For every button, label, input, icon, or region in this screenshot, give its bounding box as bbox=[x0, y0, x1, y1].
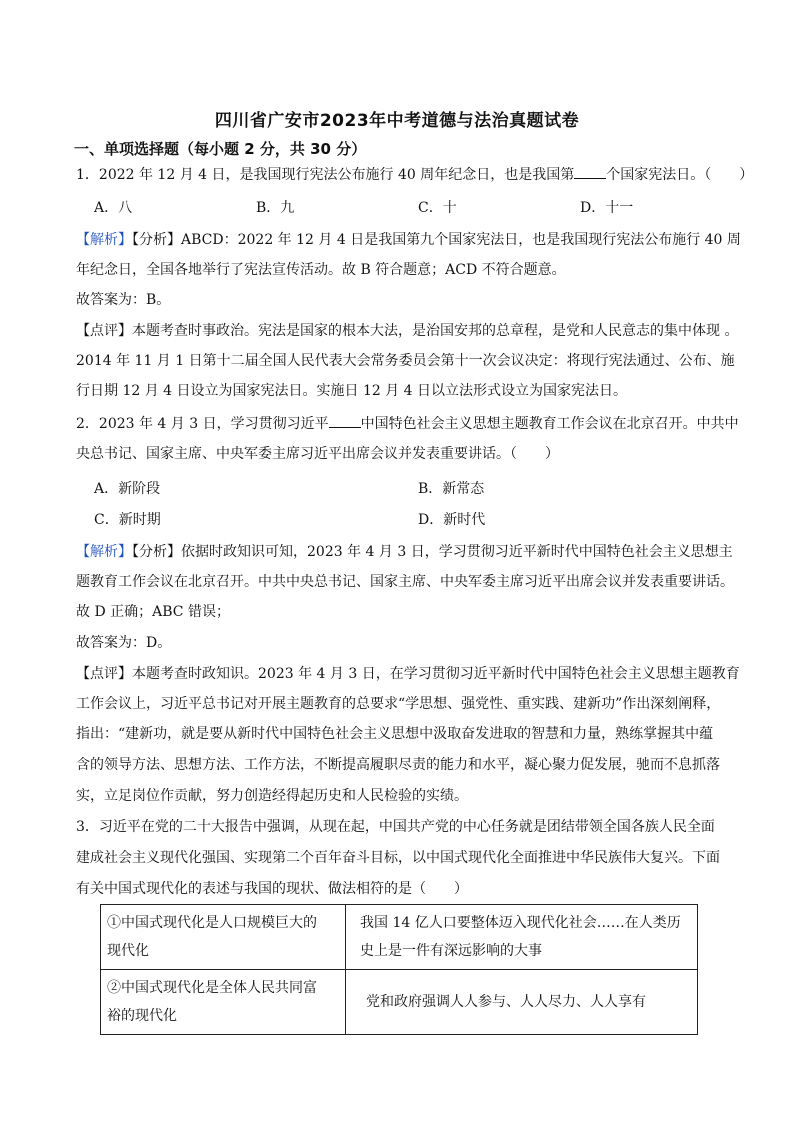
q1-answer: 故答案为：B。 bbox=[76, 292, 171, 308]
q2-analysis-line-1 bbox=[76, 542, 733, 562]
q2-comment-line-3: 指出：“建新功，就是要从新时代中国特色社会主义思想中汲取奋发进取的智慧和力量，熟练掌握其中蕴 bbox=[76, 726, 714, 742]
table-cell-text: 史上是一件有深远影响的大事 bbox=[360, 943, 542, 959]
q1-analysis-line-1 bbox=[76, 230, 741, 250]
q2-stem-text-b: 中国特色社会主义思想主题教育工作会议在北京召开。中共中 bbox=[360, 416, 739, 432]
table-cell-right bbox=[346, 905, 698, 970]
q1-comment-line-1: 【点评】本题考查时事政治。宪法是国家的根本大法，是治国安邦的总章程，是党和人民意志的集中体现 。 bbox=[76, 323, 739, 339]
q2-analysis-text-1: 【分析】依据时政知识可知，2023 年 4 月 3 日，学习贯彻习近平新时代中国特色社会主义思想主 bbox=[132, 544, 733, 560]
q2-stem-line-1 bbox=[76, 413, 739, 434]
q3-stem-line-1: 3．习近平在党的二十大报告中强调，从现在起，中国共产党的中心任务就是团结带领全国各族人民全面 bbox=[76, 819, 715, 835]
table-cell-text: 我国 14 亿人口要整体迈入现代化社会……在人类历 bbox=[360, 915, 681, 931]
table-row bbox=[101, 970, 698, 1035]
table-cell-text: ②中国式现代化是全体人民共同富 bbox=[107, 980, 317, 996]
q1-option-b[interactable]: B．九 bbox=[256, 200, 295, 216]
q2-option-a[interactable]: A．新阶段 bbox=[94, 481, 161, 497]
q1-option-c[interactable]: C．十 bbox=[418, 200, 457, 216]
table-cell-left bbox=[101, 905, 346, 970]
q2-option-d[interactable]: D．新时代 bbox=[418, 512, 486, 528]
q1-analysis-text-1: 【分析】ABCD：2022 年 12 月 4 日是我国第九个国家宪法日，也是我国现行宪法公布施行 40 周 bbox=[132, 232, 741, 248]
page-title: 四川省广安市2023年中考道德与法治真题试卷 bbox=[214, 111, 580, 131]
table-row bbox=[101, 905, 698, 970]
q1-option-d[interactable]: D．十一 bbox=[580, 200, 634, 216]
table-cell-text: 现代化 bbox=[107, 943, 149, 959]
q2-comment-line-4: 含的领导方法、思想方法、工作方法，不断提高履职尽责的能力和水平，凝心聚力促发展，驰而不息抓落 bbox=[76, 757, 720, 773]
q3-statement-table bbox=[100, 904, 698, 1035]
q2-analysis-line-2: 题教育工作会议在北京召开。中共中央总书记、国家主席、中央军委主席习近平出席会议并发表重要讲话。 bbox=[76, 574, 734, 590]
q2-blank bbox=[329, 413, 361, 428]
table-cell-right bbox=[346, 970, 698, 1035]
q1-analysis-line-2: 年纪念日，全国各地举行了宪法宣传活动。故 B 符合题意；ACD 不符合题意。 bbox=[76, 262, 566, 278]
section-heading: 一、单项选择题（每小题 2 分，共 30 分） bbox=[74, 140, 367, 158]
q2-option-c[interactable]: C．新时期 bbox=[94, 512, 161, 528]
q2-stem-text-a: 2．2023 年 4 月 3 日，学习贯彻习近平 bbox=[76, 416, 329, 432]
q1-comment-line-3: 行日期 12 月 4 日设立为国家宪法日。实施日 12 月 4 日以立法形式设立为国家宪法日。 bbox=[76, 383, 628, 399]
q2-stem-line-2: 央总书记、国家主席、中央军委主席习近平出席会议并发表重要讲话。（ ） bbox=[76, 446, 559, 462]
q1-stem-text-a: 1．2022 年 12 月 4 日，是我国现行宪法公布施行 40 周年纪念日，也是我国第 bbox=[76, 167, 575, 183]
table-cell-text: 党和政府强调人人参与、人人尽力、人人享有 bbox=[366, 994, 646, 1010]
q2-comment-line-1: 【点评】本题考查时政知识。2023 年 4 月 3 日，在学习贯彻习近平新时代中国特色社会主义思想主题教育 bbox=[76, 666, 740, 682]
q3-stem-line-2: 建成社会主义现代化强国、实现第二个百年奋斗目标，以中国式现代化全面推进中华民族伟大复兴。下面 bbox=[76, 850, 720, 866]
q2-comment-line-5: 实，立足岗位作贡献，努力创造经得起历史和人民检验的实绩。 bbox=[76, 788, 468, 804]
q1-option-a[interactable]: A．八 bbox=[94, 200, 133, 216]
q2-option-b[interactable]: B．新常态 bbox=[418, 481, 485, 497]
q2-comment-line-2: 工作会议上，习近平总书记对开展主题教育的总要求“学思想、强党性、重实践、建新功”作出深刻阐释， bbox=[76, 696, 721, 712]
q1-analysis-tag: 【解析】 bbox=[76, 232, 132, 248]
q1-blank bbox=[574, 164, 606, 179]
q1-comment-line-2: 2014 年 11 月 1 日第十二届全国人民代表大会常务委员会第十一次会议决定：将现行宪法通过、公布、施 bbox=[76, 353, 735, 369]
q2-answer: 故答案为：D。 bbox=[76, 635, 172, 651]
q1-stem bbox=[76, 164, 754, 185]
table-cell-left bbox=[101, 970, 346, 1035]
table-cell-text: ①中国式现代化是人口规模巨大的 bbox=[107, 915, 317, 931]
table-cell-text: 裕的现代化 bbox=[107, 1008, 177, 1024]
q1-stem-text-b: 个国家宪法日。（ ） bbox=[606, 167, 754, 183]
q2-analysis-tag: 【解析】 bbox=[76, 544, 132, 560]
q3-stem-line-3: 有关中国式现代化的表述与我国的现状、做法相符的是（ ） bbox=[76, 881, 468, 897]
q2-analysis-line-3: 故 D 正确；ABC 错误； bbox=[76, 604, 230, 620]
